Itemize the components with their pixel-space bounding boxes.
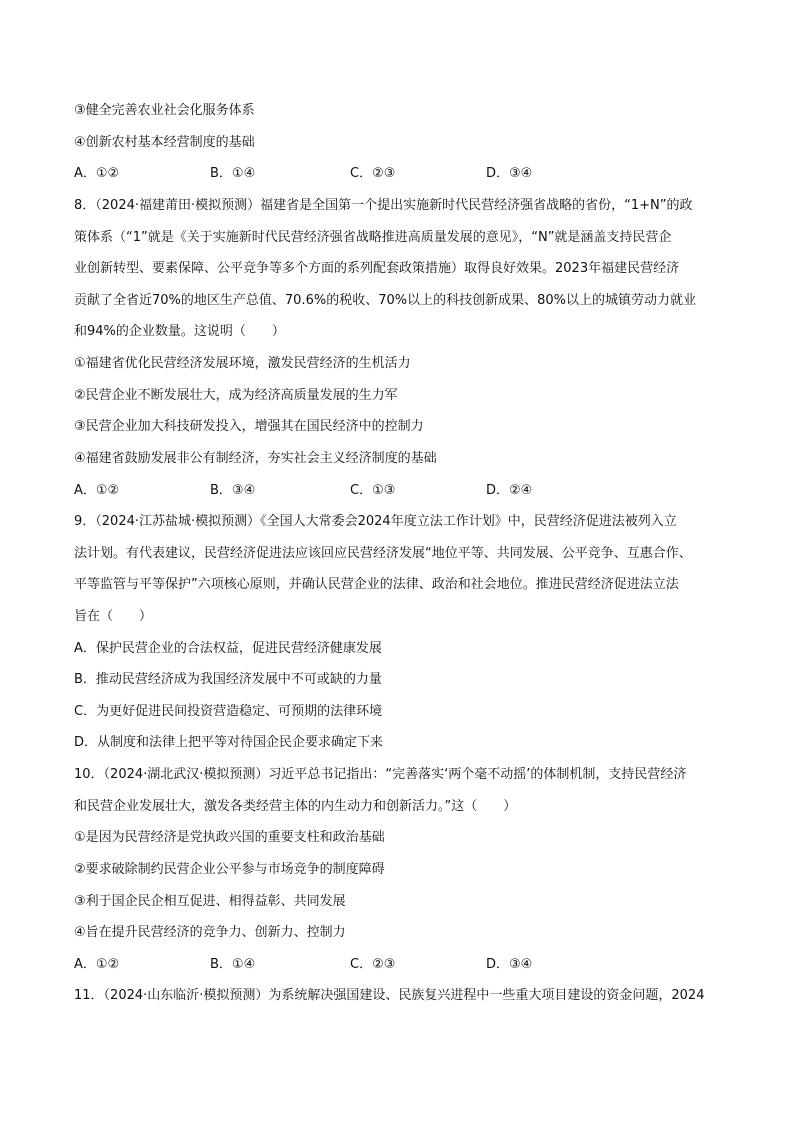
- q10-item-4: ④旨在提升民营经济的竞争力、创新力、控制力: [74, 925, 346, 940]
- q8-option-c[interactable]: C．①③: [350, 483, 396, 498]
- q7-option-b[interactable]: B．①④: [210, 166, 256, 181]
- q8-item-3: ③民营企业加大科技研发投入，增强其在国民经济中的控制力: [74, 419, 424, 434]
- q9-choice-d[interactable]: D．从制度和法律上把平等对待国企民企要求确定下来: [74, 735, 384, 750]
- q7-option-c[interactable]: C．②③: [350, 166, 396, 181]
- q7-item-4: ④创新农村基本经营制度的基础: [74, 135, 255, 150]
- q9-choice-b[interactable]: B．推动民营经济成为我国经济发展中不可或缺的力量: [74, 672, 382, 687]
- q9-stem-line-2: 法计划。有代表建议，民营经济促进法应该回应民营经济发展“地位平等、共同发展、公平竞争、互惠合作、: [74, 546, 692, 561]
- q7-option-d[interactable]: D．③④: [486, 166, 533, 181]
- q10-option-a[interactable]: A．①②: [74, 957, 120, 972]
- q8-option-a[interactable]: A．①②: [74, 483, 120, 498]
- q10-option-d[interactable]: D．③④: [486, 957, 533, 972]
- q8-stem-line-3: 业创新转型、要素保障、公平竞争等多个方面的系列配套政策措施）取得良好效果。2023年福建民营经济: [74, 261, 680, 276]
- q10-stem-line-2: 和民营企业发展壮大，激发各类经营主体的内生动力和创新活力。”这（ ）: [74, 799, 517, 814]
- q10-options: [74, 955, 724, 975]
- q9-stem-line-1: 9．（2024·江苏盐城·模拟预测）《全国人大常委会2024年度立法工作计划》中，民营经济促进法被列入立: [74, 514, 677, 529]
- q10-option-c[interactable]: C．②③: [350, 957, 396, 972]
- q8-stem-line-2: 策体系（“1”就是《关于实施新时代民营经济强省战略推进高质量发展的意见》，“N”就是涵盖支持民营企: [74, 230, 672, 245]
- q10-item-1: ①是因为民营经济是党执政兴国的重要支柱和政治基础: [74, 830, 385, 845]
- q10-item-2: ②要求破除制约民营企业公平参与市场竞争的制度障碍: [74, 862, 385, 877]
- q9-choice-c[interactable]: C．为更好促进民间投资营造稳定、可预期的法律环境: [74, 704, 383, 719]
- q7-options: [74, 164, 724, 184]
- q7-option-a[interactable]: A．①②: [74, 166, 120, 181]
- q8-stem-line-5: 和94%的企业数量。这说明（ ）: [74, 324, 285, 339]
- q8-options: [74, 481, 724, 501]
- q9-choice-a[interactable]: A．保护民营企业的合法权益，促进民营经济健康发展: [74, 641, 382, 656]
- q8-option-b[interactable]: B．③④: [210, 483, 256, 498]
- q8-item-2: ②民营企业不断发展壮大，成为经济高质量发展的生力军: [74, 388, 398, 403]
- q11-stem-line-1: 11．（2024·山东临沂·模拟预测）为系统解决强国建设、民族复兴进程中一些重大项目建设的资金问题，2024: [74, 988, 705, 1003]
- q10-stem-line-1: 10．（2024·湖北武汉·模拟预测）习近平总书记指出：“完善落实‘两个毫不动摇’的体制机制，支持民营经济: [74, 767, 687, 782]
- q9-stem-line-4: 旨在（ ）: [74, 609, 153, 624]
- q10-item-3: ③利于国企民企相互促进、相得益彰、共同发展: [74, 894, 346, 909]
- q9-stem-line-3: 平等监管与平等保护”六项核心原则，并确认民营企业的法律、政治和社会地位。推进民营经济促进法立法: [74, 577, 679, 592]
- q10-option-b[interactable]: B．①④: [210, 957, 256, 972]
- q7-item-3: ③健全完善农业社会化服务体系: [74, 103, 255, 118]
- q8-option-d[interactable]: D．②④: [486, 483, 533, 498]
- q8-stem-line-1: 8．（2024·福建莆田·模拟预测）福建省是全国第一个提出实施新时代民营经济强省战略的省份，“1+N”的政: [74, 198, 693, 213]
- q8-stem-line-4: 贡献了全省近70%的地区生产总值、70.6%的税收、70%以上的科技创新成果、80%以上的城镇劳动力就业: [74, 293, 696, 308]
- q8-item-4: ④福建省鼓励发展非公有制经济，夯实社会主义经济制度的基础: [74, 451, 437, 466]
- q8-item-1: ①福建省优化民营经济发展环境，激发民营经济的生机活力: [74, 356, 411, 371]
